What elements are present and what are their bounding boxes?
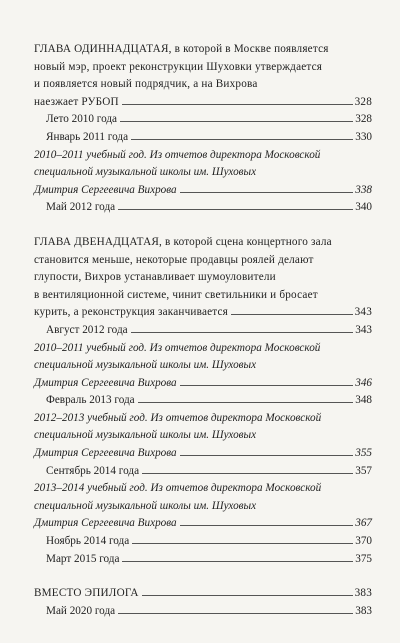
- date-entry-title: Февраль 2013 года: [46, 394, 135, 407]
- leader-line: [180, 191, 354, 193]
- report-title-line: специальной музыкальной школы им. Шуховых: [34, 359, 257, 372]
- leader-line: [132, 542, 353, 544]
- chapter-heading-line: ГЛАВА ДВЕНАДЦАТАЯ, в которой сцена концертного зала: [34, 235, 332, 248]
- chapter-heading-line: становится меньше, некоторые продавцы роялей делают: [34, 253, 314, 266]
- leader-line: [180, 524, 354, 526]
- chapter-heading-line: глупости, Вихров устанавливает шумоуловители: [34, 271, 276, 284]
- chapter-entry[interactable]: [34, 585, 372, 603]
- chapter-entry[interactable]: [34, 304, 372, 322]
- chapter-entry-title: наезжает РУБОП: [34, 95, 119, 108]
- page-number: 370: [355, 535, 372, 548]
- report-title-line: 2010–2011 учебный год. Из отчетов директора Московской: [34, 148, 321, 161]
- report-title-line: специальной музыкальной школы им. Шуховых: [34, 166, 257, 179]
- page-number: 383: [354, 587, 372, 600]
- leader-line: [142, 472, 353, 474]
- date-entry[interactable]: [34, 129, 372, 147]
- report-entry-title: Дмитрия Сергеевича Вихрова: [34, 183, 177, 196]
- date-entry[interactable]: [34, 392, 372, 410]
- leader-line: [142, 594, 353, 596]
- page-number: 328: [354, 95, 372, 108]
- page-number: 343: [354, 306, 372, 319]
- report-entry-title: Дмитрия Сергеевича Вихрова: [34, 376, 177, 389]
- leader-line: [138, 401, 354, 403]
- toc-section: [34, 234, 372, 568]
- date-entry-title: Май 2012 года: [46, 201, 116, 214]
- report-title-line: специальной музыкальной школы им. Шуховых: [34, 499, 257, 512]
- page-number: 340: [355, 201, 372, 214]
- leader-line: [131, 331, 354, 333]
- date-entry[interactable]: [34, 111, 372, 129]
- page-number: 348: [355, 394, 372, 407]
- date-entry-title: Август 2012 года: [46, 323, 128, 336]
- page-number: 355: [355, 447, 372, 460]
- page-number: 343: [355, 323, 372, 336]
- date-entry-title: Январь 2011 года: [46, 130, 129, 143]
- report-title-line: специальной музыкальной школы им. Шуховых: [34, 429, 257, 442]
- report-entry[interactable]: [34, 515, 372, 533]
- toc-section: [34, 41, 372, 217]
- page-number: 328: [355, 113, 372, 126]
- date-entry[interactable]: [34, 551, 372, 569]
- report-title-line: 2013–2014 учебный год. Из отчетов директора Московской: [34, 482, 322, 495]
- report-title-line: 2010–2011 учебный год. Из отчетов директора Московской: [34, 341, 321, 354]
- chapter-entry-title: курить, а реконструкция заканчивается: [34, 306, 229, 319]
- report-entry[interactable]: [34, 375, 372, 393]
- leader-line: [122, 560, 353, 562]
- leader-line: [231, 313, 353, 315]
- table-of-contents: [34, 41, 372, 637]
- leader-line: [180, 384, 354, 386]
- chapter-heading-line: ГЛАВА ОДИННАДЦАТАЯ, в которой в Москве появляется: [34, 43, 329, 55]
- report-entry[interactable]: [34, 182, 372, 200]
- date-entry-title: Март 2015 года: [46, 552, 120, 565]
- chapter-entry[interactable]: [34, 94, 372, 112]
- leader-line: [118, 612, 353, 614]
- date-entry[interactable]: [34, 533, 372, 551]
- date-entry-title: Ноябрь 2014 года: [46, 535, 130, 548]
- chapter-heading-line: и появляется новый подрядчик, а на Вихрова: [34, 78, 258, 91]
- toc-section: [34, 585, 372, 620]
- date-entry[interactable]: [34, 603, 372, 621]
- date-entry[interactable]: [34, 463, 372, 481]
- report-entry[interactable]: [34, 445, 372, 463]
- page-number: 375: [355, 552, 372, 565]
- page-number: 330: [355, 130, 372, 143]
- date-entry[interactable]: [34, 322, 372, 340]
- page-number: 383: [355, 604, 372, 617]
- leader-line: [122, 103, 353, 105]
- page-number: 357: [355, 464, 372, 477]
- leader-line: [131, 138, 353, 140]
- chapter-entry-title: ВМЕСТО ЭПИЛОГА: [34, 587, 139, 600]
- date-entry-title: Лето 2010 года: [46, 113, 118, 126]
- report-title-line: 2012–2013 учебный год. Из отчетов директора Московской: [34, 411, 322, 424]
- report-entry-title: Дмитрия Сергеевича Вихрова: [34, 447, 177, 460]
- date-entry-title: Сентябрь 2014 года: [46, 464, 140, 477]
- chapter-heading-line: в вентиляционной системе, чинит светильники и бросает: [34, 288, 318, 301]
- report-entry-title: Дмитрия Сергеевича Вихрова: [34, 517, 177, 530]
- leader-line: [120, 120, 353, 122]
- page-number: 367: [355, 517, 372, 530]
- chapter-heading-line: новый мэр, проект реконструкции Шуховки утверждается: [34, 60, 323, 73]
- date-entry[interactable]: [34, 199, 372, 217]
- page-number: 346: [355, 376, 372, 389]
- leader-line: [118, 208, 353, 210]
- date-entry-title: Май 2020 года: [46, 604, 116, 617]
- page-number: 338: [355, 183, 372, 196]
- leader-line: [180, 454, 354, 456]
